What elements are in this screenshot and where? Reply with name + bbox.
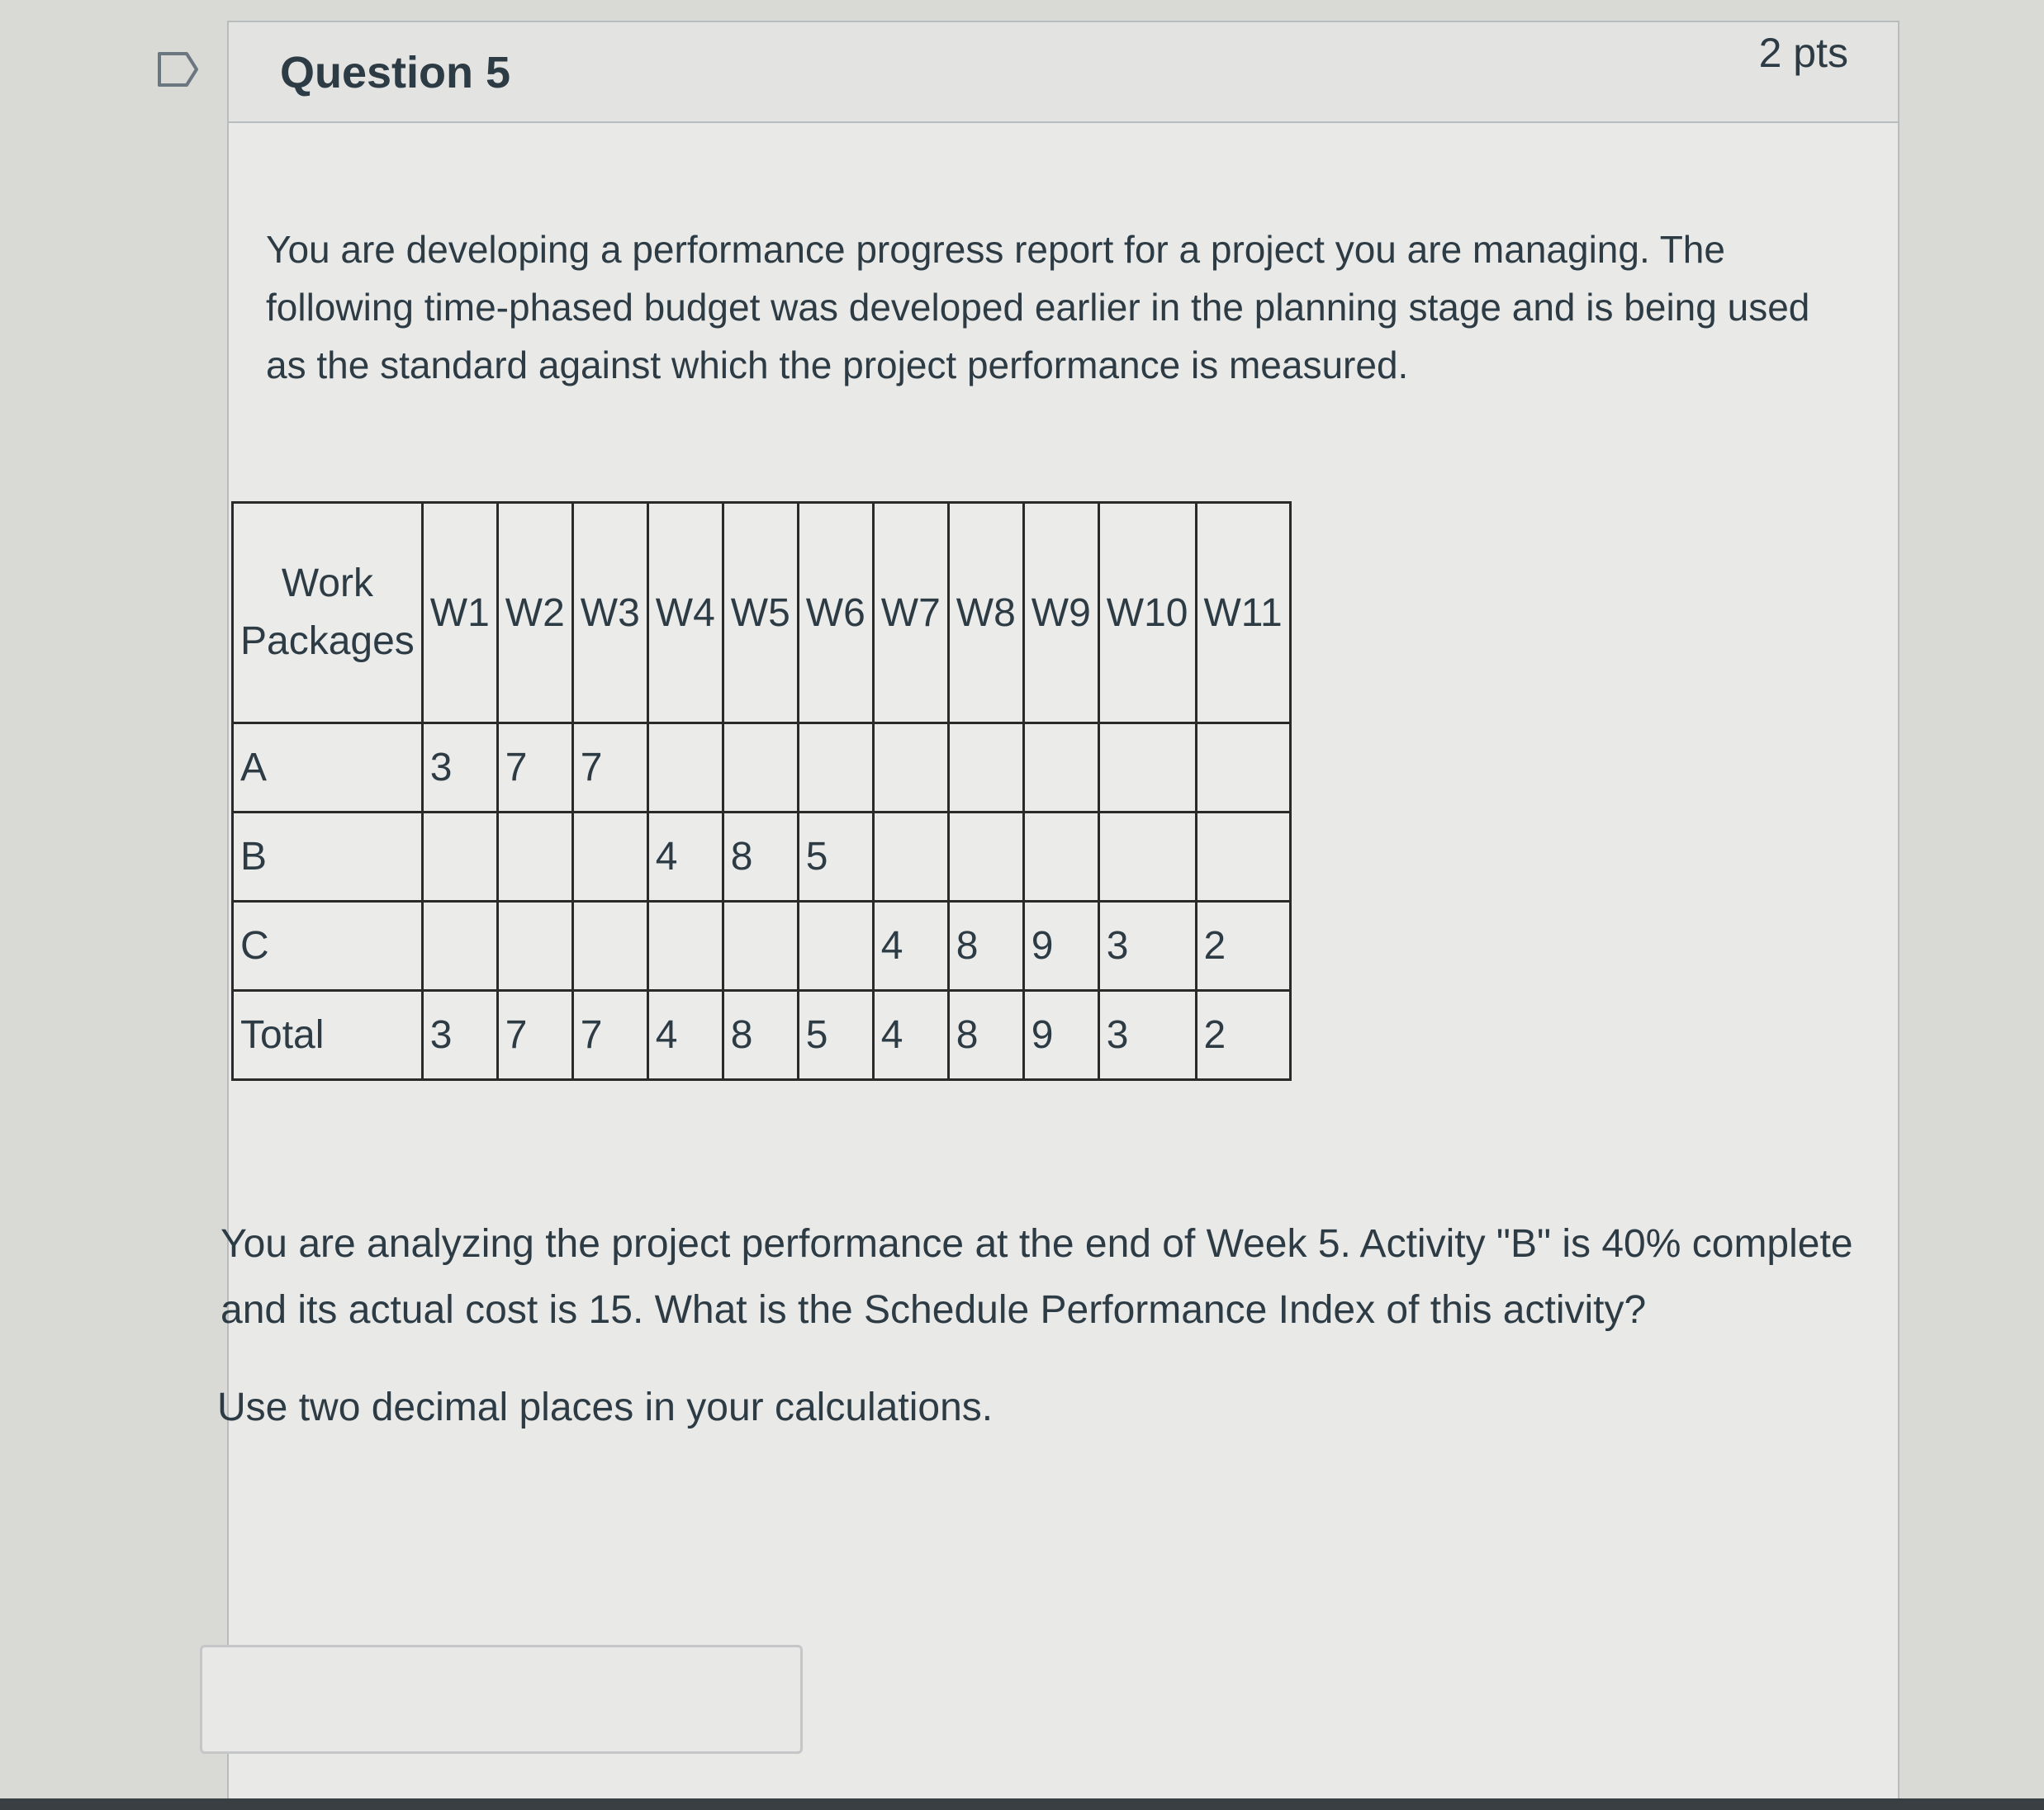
table-cell [647,723,723,813]
table-cell [1023,723,1098,813]
table-cell: 5 [798,813,873,902]
table-cell: 3 [422,723,497,813]
table-cell [1098,723,1196,813]
bottom-edge-bar [0,1798,2044,1810]
table-cell: 9 [1023,902,1098,991]
question-intro: You are developing a performance progress report for a project you are managing. The following time-phased budget was developed earlier in the planning stage and is being used as the standard against which the project performance is measured. [266,228,1810,386]
table-cell [798,902,873,991]
answer-input[interactable] [200,1645,803,1754]
bookmark-flag-icon[interactable] [157,51,200,88]
week-header: W11 [1196,503,1290,723]
table-cell [497,813,572,902]
table-cell [422,813,497,902]
question-points: 2 pts [1758,30,1848,76]
table-cell: 7 [497,723,572,813]
week-header: W8 [948,503,1023,723]
week-header: W3 [572,503,647,723]
table-cell [798,723,873,813]
week-header: W2 [497,503,572,723]
question-card [217,21,1899,1810]
table-cell [948,723,1023,813]
table-cell: 8 [723,991,798,1080]
time-phased-budget-table [231,501,1292,1081]
table-cell [1098,813,1196,902]
row-label: Total [233,991,423,1080]
week-header: W5 [723,503,798,723]
table-cell: 8 [723,813,798,902]
work-packages-header [233,503,423,723]
table-row [233,813,1291,902]
table-cell: 8 [948,902,1023,991]
table-cell [948,813,1023,902]
question-header [229,22,1898,123]
week-header: W10 [1098,503,1196,723]
table-cell: 2 [1196,902,1290,991]
table-header-row [233,503,1291,723]
table-row [233,723,1291,813]
table-cell: 4 [873,991,948,1080]
table-cell: 5 [798,991,873,1080]
question-title: Question 5 [280,48,511,97]
table-cell [572,902,647,991]
table-cell [422,902,497,991]
header-work: Work [281,561,373,605]
table-cell: 3 [422,991,497,1080]
table-cell [1196,813,1290,902]
week-header: W9 [1023,503,1098,723]
table-cell: 8 [948,991,1023,1080]
table-cell [723,902,798,991]
table-cell: 4 [647,813,723,902]
table-cell [1023,813,1098,902]
week-header: W4 [647,503,723,723]
row-label: B [233,813,423,902]
table-cell [723,723,798,813]
header-packages: Packages [240,619,415,663]
question-analysis: You are analyzing the project performance at the end of Week 5. Activity "B" is 40% complete and its actual cost is 15. What is the Schedule Performance Index of this activity? [221,1222,1853,1332]
table-cell: 7 [572,991,647,1080]
table-cell: 7 [497,991,572,1080]
table-cell [497,902,572,991]
table-cell: 3 [1098,991,1196,1080]
table-cell: 4 [647,991,723,1080]
table-cell [647,902,723,991]
table-cell: 4 [873,902,948,991]
row-label: A [233,723,423,813]
table-cell: 2 [1196,991,1290,1080]
table-cell [873,813,948,902]
table-cell [1196,723,1290,813]
table-cell: 7 [572,723,647,813]
table-row [233,902,1291,991]
table-cell [572,813,647,902]
table-cell [873,723,948,813]
question-instruction: Use two decimal places in your calculations. [217,1386,994,1429]
table-cell: 3 [1098,902,1196,991]
table-cell: 9 [1023,991,1098,1080]
row-label: C [233,902,423,991]
table-total-row [233,991,1291,1080]
week-header: W7 [873,503,948,723]
week-header: W6 [798,503,873,723]
week-header: W1 [422,503,497,723]
